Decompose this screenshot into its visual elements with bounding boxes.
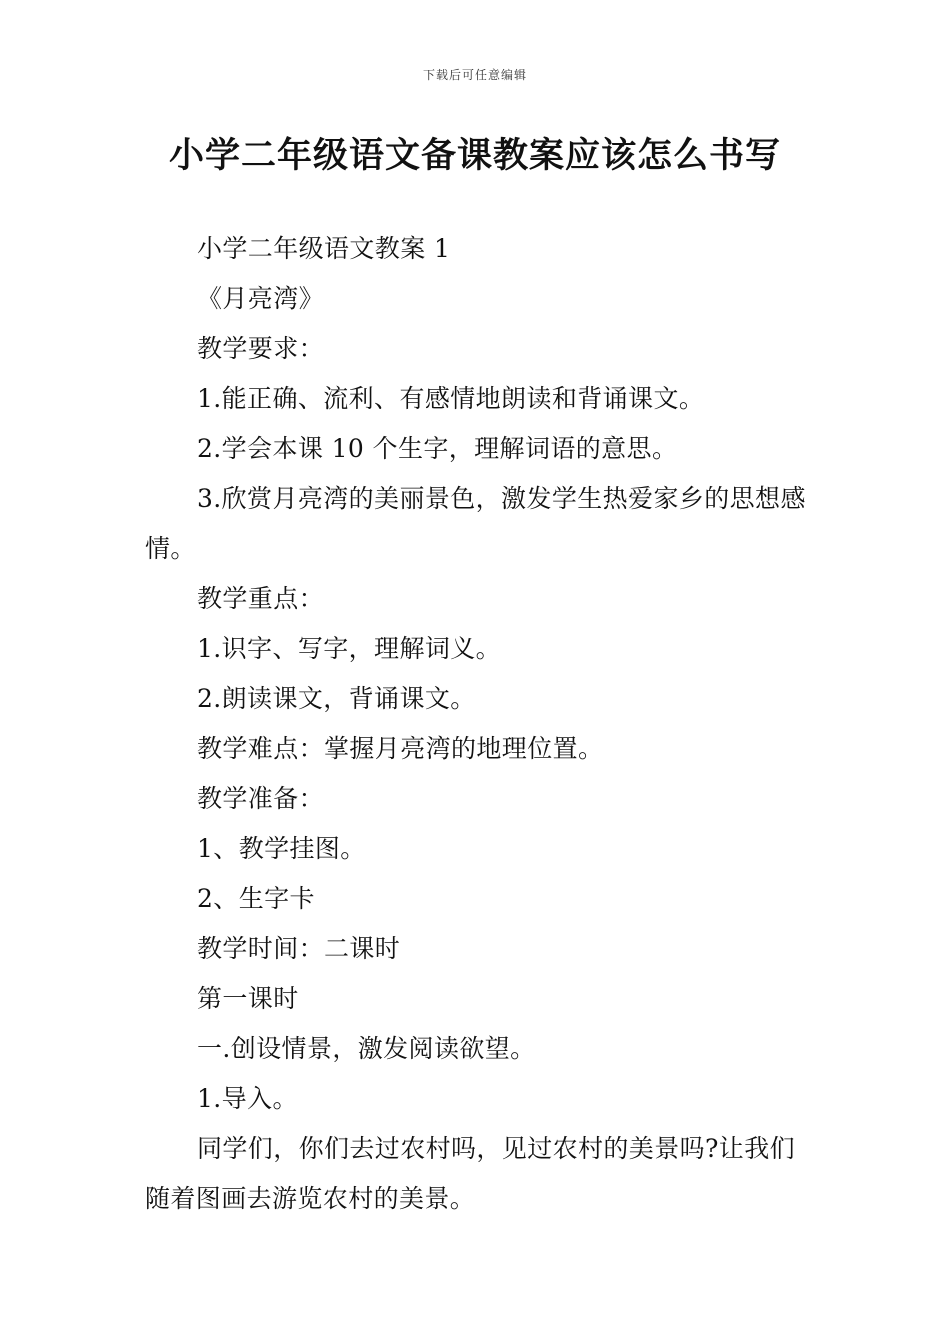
header-note: 下载后可任意编辑 xyxy=(422,68,527,82)
step-item: 1.导入。 xyxy=(197,1084,298,1113)
requirement-item: 3.欣赏月亮湾的美丽景色，激发学生热爱家乡的思想感情。 xyxy=(145,484,806,563)
preparation-item: 1、教学挂图。 xyxy=(197,834,366,863)
requirement-item: 1.能正确、流利、有感情地朗读和背诵课文。 xyxy=(197,384,705,413)
time-line: 教学时间：二课时 xyxy=(197,934,401,963)
key-point-item: 1.识字、写字，理解词义。 xyxy=(197,634,502,663)
preparation-item: 2、生字卡 xyxy=(197,884,315,913)
body-paragraph: 同学们，你们去过农村吗，见过农村的美景吗?让我们随着图画去游览农村的美景。 xyxy=(145,1134,796,1213)
step-heading: 一.创设情景，激发阅读欲望。 xyxy=(197,1034,536,1063)
section-heading-preparation: 教学准备： xyxy=(197,784,325,813)
difficulty-line: 教学难点：掌握月亮湾的地理位置。 xyxy=(197,734,604,763)
section-heading-requirements: 教学要求： xyxy=(197,334,325,363)
lesson-heading: 小学二年级语文教案 1 xyxy=(197,234,451,263)
period-heading: 第一课时 xyxy=(197,984,299,1013)
key-point-item: 2.朗读课文，背诵课文。 xyxy=(197,684,476,713)
section-heading-key-points: 教学重点： xyxy=(197,584,325,613)
lesson-title: 《月亮湾》 xyxy=(197,284,325,313)
document-title: 小学二年级语文备课教案应该怎么书写 xyxy=(168,135,781,176)
requirement-item: 2.学会本课 10 个生字，理解词语的意思。 xyxy=(197,434,678,463)
document-body xyxy=(145,224,813,1224)
